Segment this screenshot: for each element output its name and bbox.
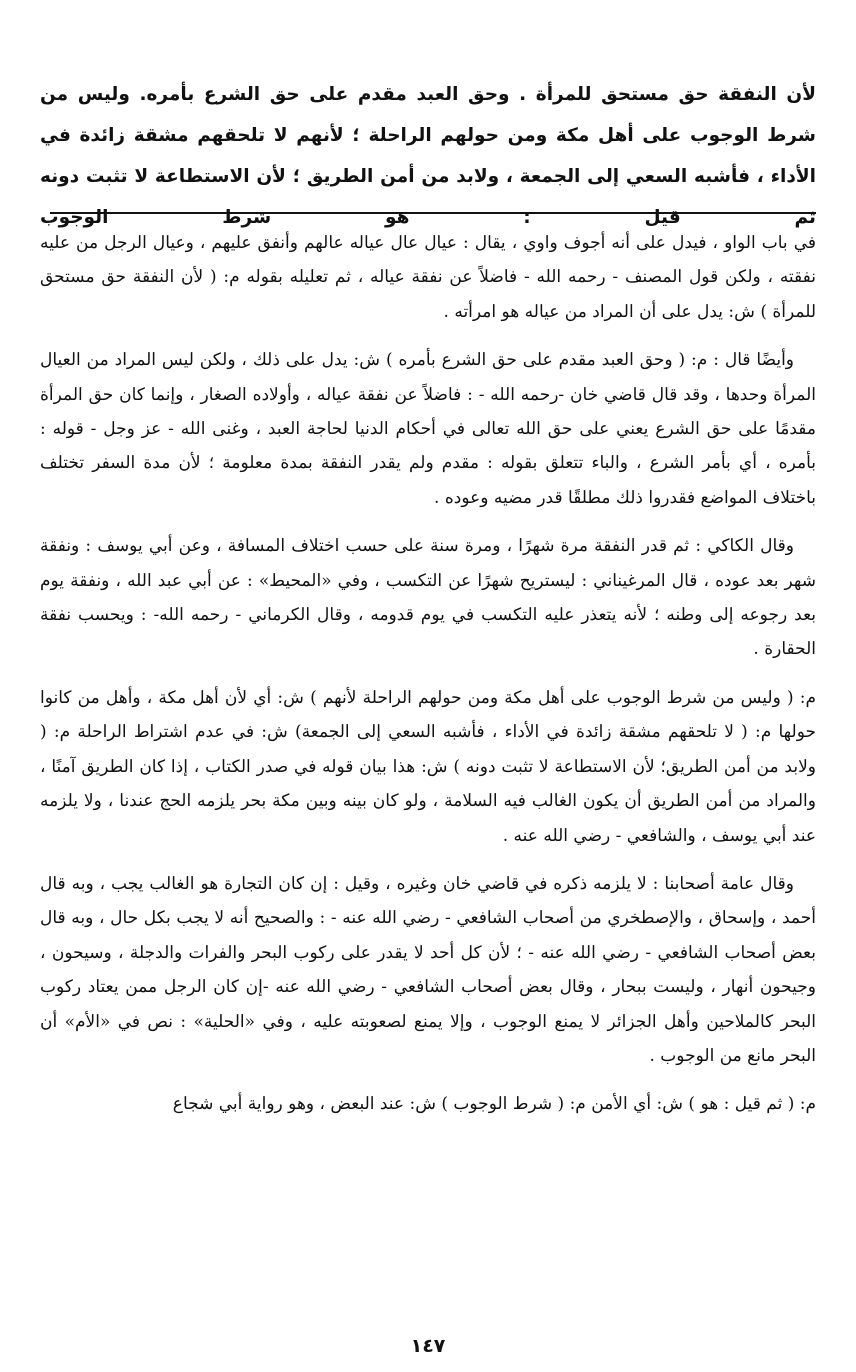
commentary-block [40, 226, 816, 1136]
commentary-paragraph-5: وقال عامة أصحابنا : لا يلزمه ذكره في قاضي خان وغيره ، وقيل : إن كان التجارة هو الغالب يجب ، وبه قال أحمد ، وإسحاق ، والإصطخري من أصحاب الشافعي - رضي الله عنه - : والصحيح أنه لا يجب بكل حال ، وبه قال بعض أصحاب الشافعي - رضي الله عنه - ؛ لأن كل أحد لا يقدر على ركوب البحر والفرات والدجلة ، وسيحون ، وجيحون أنهار ، وليست ببحار ، وقال بعض أصحاب الشافعي - رضي الله عنه -إن كان الرجل ممن يعتاد ركوب البحر كالملاحين وأهل الجزائر لا يمنع الوجوب ، وإلا يمنع لصعوبته عليه ، وفي «الحلية» : نص في «الأم» أن البحر مانع من الوجوب . [40, 873, 816, 1066]
footnote-separator [50, 212, 816, 214]
book-page [40, 0, 816, 1372]
commentary-paragraph-2: وأيضًا قال : م: ( وحق العبد مقدم على حق الشرع بأمره ) ش: يدل على ذلك ، ولكن ليس المراد من العيال المرأة وحدها ، وقد قال قاضي خان -رحمه الله - : فاضلاً عن نفقة عياله ، وأولاده الصغار ، وإنما كان حق المرأة مقدمًا على حق الشرع يعني على حق الله تعالى في أحكام الدنيا لحاجة العبد ، وغنى الله - عز وجل - قوله : بأمره ، أي بأمر الشرع ، والباء تتعلق بقوله : مقدم ولم يقدر النفقة بمدة معلومة ؛ لأن مدة السفر تختلف باختلاف المواضع فقدروا ذلك مطلقًا قدر مضيه وعوده . [40, 350, 816, 508]
page-number: ١٤٧ [410, 1335, 446, 1357]
commentary-paragraph-4: م: ( وليس من شرط الوجوب على أهل مكة ومن حولهم الراحلة لأنهم ) ش: أي لأن أهل مكة ، وأهل من كانوا حولها م: ( لا تلحقهم مشقة زائدة في الأداء ، فأشبه السعي إلى الجمعة) ش: في عدم اشتراط الراحلة م: ( ولابد من أمن الطريق؛ لأن الاستطاعة لا تثبت دونه ) ش: هذا بيان قوله في صدر الكتاب ، إذا كان الطريق آمنًا ، والمراد من أمن الطريق أن يكون الغالب فيه السلامة ، ولو كان بينه وبين مكة بحر يلزمه الحج عندنا ، ولا يلزمه عند أبي يوسف ، والشافعي - رضي الله عنه . [40, 687, 816, 846]
main-text-paragraph: لأن النفقة حق مستحق للمرأة . وحق العبد مقدم على حق الشرع بأمره. وليس من شرط الوجوب على أهل مكة ومن حولهم الراحلة ؛ لأنهم لا تلحقهم مشقة زائدة في الأداء ، فأشبه السعي إلى الجمعة ، ولابد من أمن الطريق ؛ لأن الاستطاعة لا تثبت دونه ثم قيل : هو شرط الوجوب [40, 84, 816, 228]
commentary-paragraph-3: وقال الكاكي : ثم قدر النفقة مرة شهرًا ، ومرة سنة على حسب اختلاف المسافة ، وعن أبي يوسف : ونفقة شهر بعد عوده ، قال المرغيناني : ليستريح شهرًا عن التكسب ، وفي «المحيط» : عن أبي عبد الله ، ونفقة يوم بعد رجوعه إلى وطنه ؛ لأنه يتعذر عليه التكسب في يوم قدومه ، وقال الكرماني - رحمه الله- : ويحسب نفقة الحقارة . [40, 536, 816, 660]
commentary-paragraph-1: في باب الواو ، فيدل على أنه أجوف واوي ، يقال : عيال عال عياله عالهم وأنفق عليهم ، وعيال الرجل من عليه نفقته ، ولكن قول المصنف - رحمه الله - فاضلاً عن نفقة عياله ، ثم تعليله بقوله م: ( لأن النفقة حق مستحق للمرأة ) ش: يدل على أن المراد من عياله هو امرأته . [40, 233, 816, 322]
commentary-paragraph-6: م: ( ثم قيل : هو ) ش: أي الأمن م: ( شرط الوجوب ) ش: عند البعض ، وهو رواية أبي شجاع [172, 1094, 816, 1115]
